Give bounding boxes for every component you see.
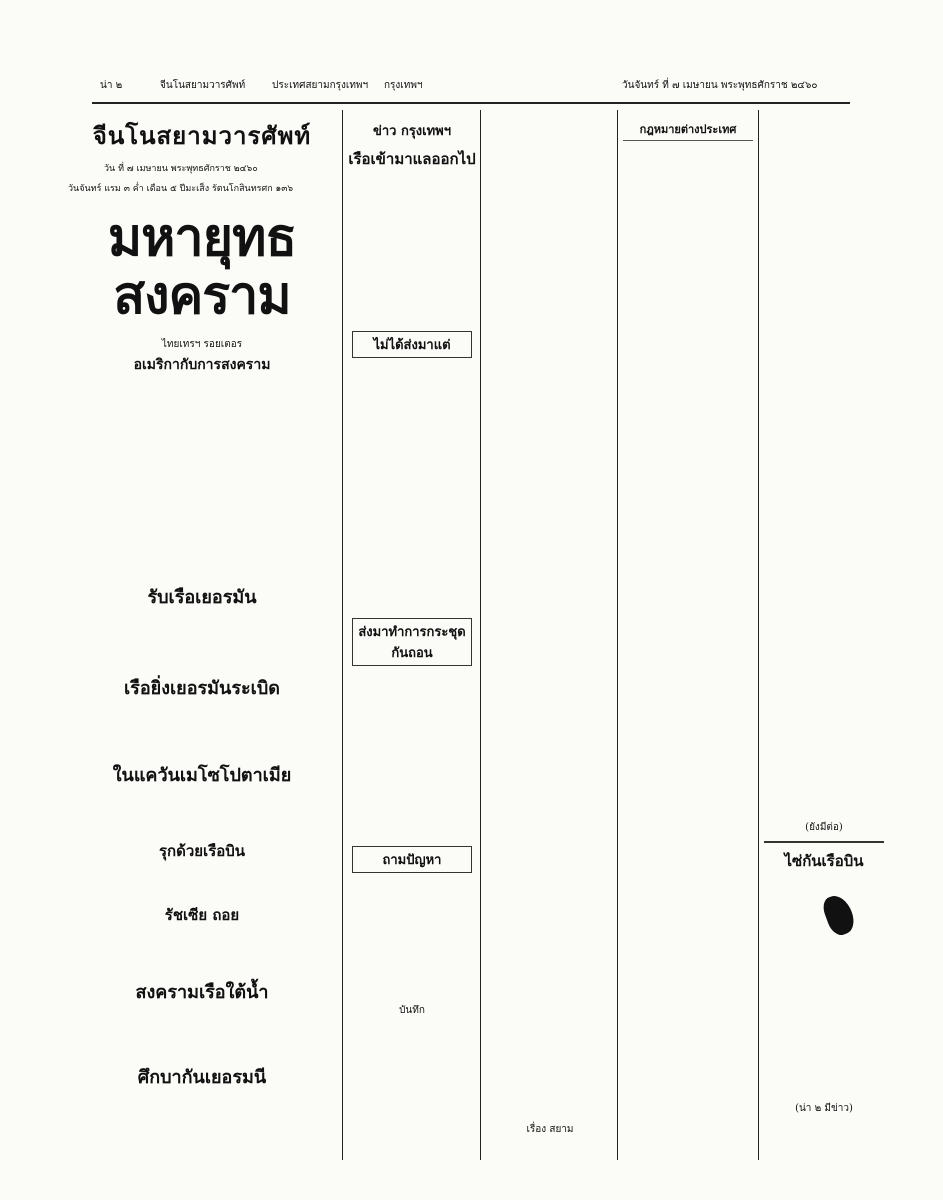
article-text-col4 — [623, 145, 753, 1155]
column-3 — [486, 116, 614, 1166]
byline: ไทยเทรฯ รอยเตอร — [161, 339, 243, 350]
article-text-submarine — [68, 1010, 336, 1056]
header-date: วันจันทร์ ที่ ๗ เมษายน พระพุทธศักราช ๒๔๖๐ — [622, 80, 818, 91]
column-divider-3 — [617, 110, 618, 1160]
header-rule — [92, 102, 850, 104]
heading-germany-conflict: ศึกบากันเยอรมนี — [137, 1067, 267, 1088]
article-text-ships — [348, 175, 476, 325]
box-heading-sent: ส่งมาทำการกระชุดกันถอน — [352, 618, 472, 666]
heading-mesopotamia: ในแควันเมโซโปตาเมีย — [112, 765, 292, 786]
heading-submarine-war: สงครามเรือใต้น้ำ — [135, 982, 269, 1003]
box-heading-not-sent: ไม่ได้ส่งมาแต่ — [352, 331, 472, 358]
article-text-america — [68, 376, 336, 576]
column-4 — [623, 116, 753, 1166]
article-text-russia — [68, 931, 336, 971]
header-place: ประเทศสยามกรุงเทพฯ — [272, 80, 369, 91]
dateline-lunar: วันจันทร์ แรม ๓ ค่ำ เดือน ๕ ปีมะเส็ง รัตนโกสินทรศก ๑๓๖ — [68, 184, 294, 194]
article-text-col5 — [764, 116, 884, 816]
article-text-germany — [68, 1095, 336, 1125]
header-city: กรุงเทพฯ — [384, 80, 423, 91]
separator-col5 — [764, 841, 884, 843]
masthead: จีนโนสยามวารศัพท์ — [92, 121, 312, 150]
footer-col3: เรื่อง สยาม — [526, 1124, 574, 1135]
column-divider-2 — [480, 110, 481, 1160]
heading-german-ships: รับเรือเยอรมัน — [147, 587, 257, 608]
heading-russia-retreat: รัชเซีย ถอย — [164, 906, 240, 924]
header-paper-name: จีนโนสยามวารศัพท์ — [160, 80, 246, 91]
heading-bangkok-news: ข่าว กรุงเทพฯ — [372, 124, 452, 139]
article-text-airship — [68, 867, 336, 897]
column-5 — [764, 116, 884, 1166]
heading-airship-defense: ไซ่กันเรือบิน — [784, 852, 864, 870]
dateline-gregorian: วัน ที่ ๗ เมษายน พระพุทธศักราช ๒๔๖๐ — [104, 164, 258, 174]
box-heading-questions: ถามปัญหา — [352, 846, 472, 873]
article-text-german-ships — [68, 615, 336, 667]
article-text-explosion — [68, 706, 336, 754]
subheadline-america: อเมริกากับการสงคราม — [133, 357, 271, 373]
main-headline: มหายุทธสงคราม — [107, 207, 297, 326]
column-divider-4 — [758, 110, 759, 1160]
heading-ship-explosion: เรือยิ่งเยอรมันระเบิด — [124, 678, 280, 699]
header-page-number: น่า ๒ — [100, 80, 123, 91]
page-note: (น่า ๒ มีข่าว) — [795, 1103, 853, 1114]
continued-note: (ยังมีต่อ) — [805, 822, 843, 833]
column-2 — [348, 116, 476, 1166]
article-text-col3 — [486, 116, 614, 1116]
article-text-questions — [348, 877, 476, 997]
article-text-mesopotamia — [68, 793, 336, 833]
heading-airship-attack: รุกด้วยเรือบิน — [158, 842, 246, 860]
heading-foreign-law: กฎหมายต่างประเทศ — [623, 120, 753, 141]
heading-ship-arrivals: เรือเข้ามาแลออกไป — [348, 150, 476, 168]
article-text-not-sent — [348, 362, 476, 612]
article-text-sent — [348, 670, 476, 840]
column-divider-1 — [342, 110, 343, 1160]
column-1 — [68, 116, 336, 1166]
footer-col2: บันทึก — [399, 1005, 425, 1016]
